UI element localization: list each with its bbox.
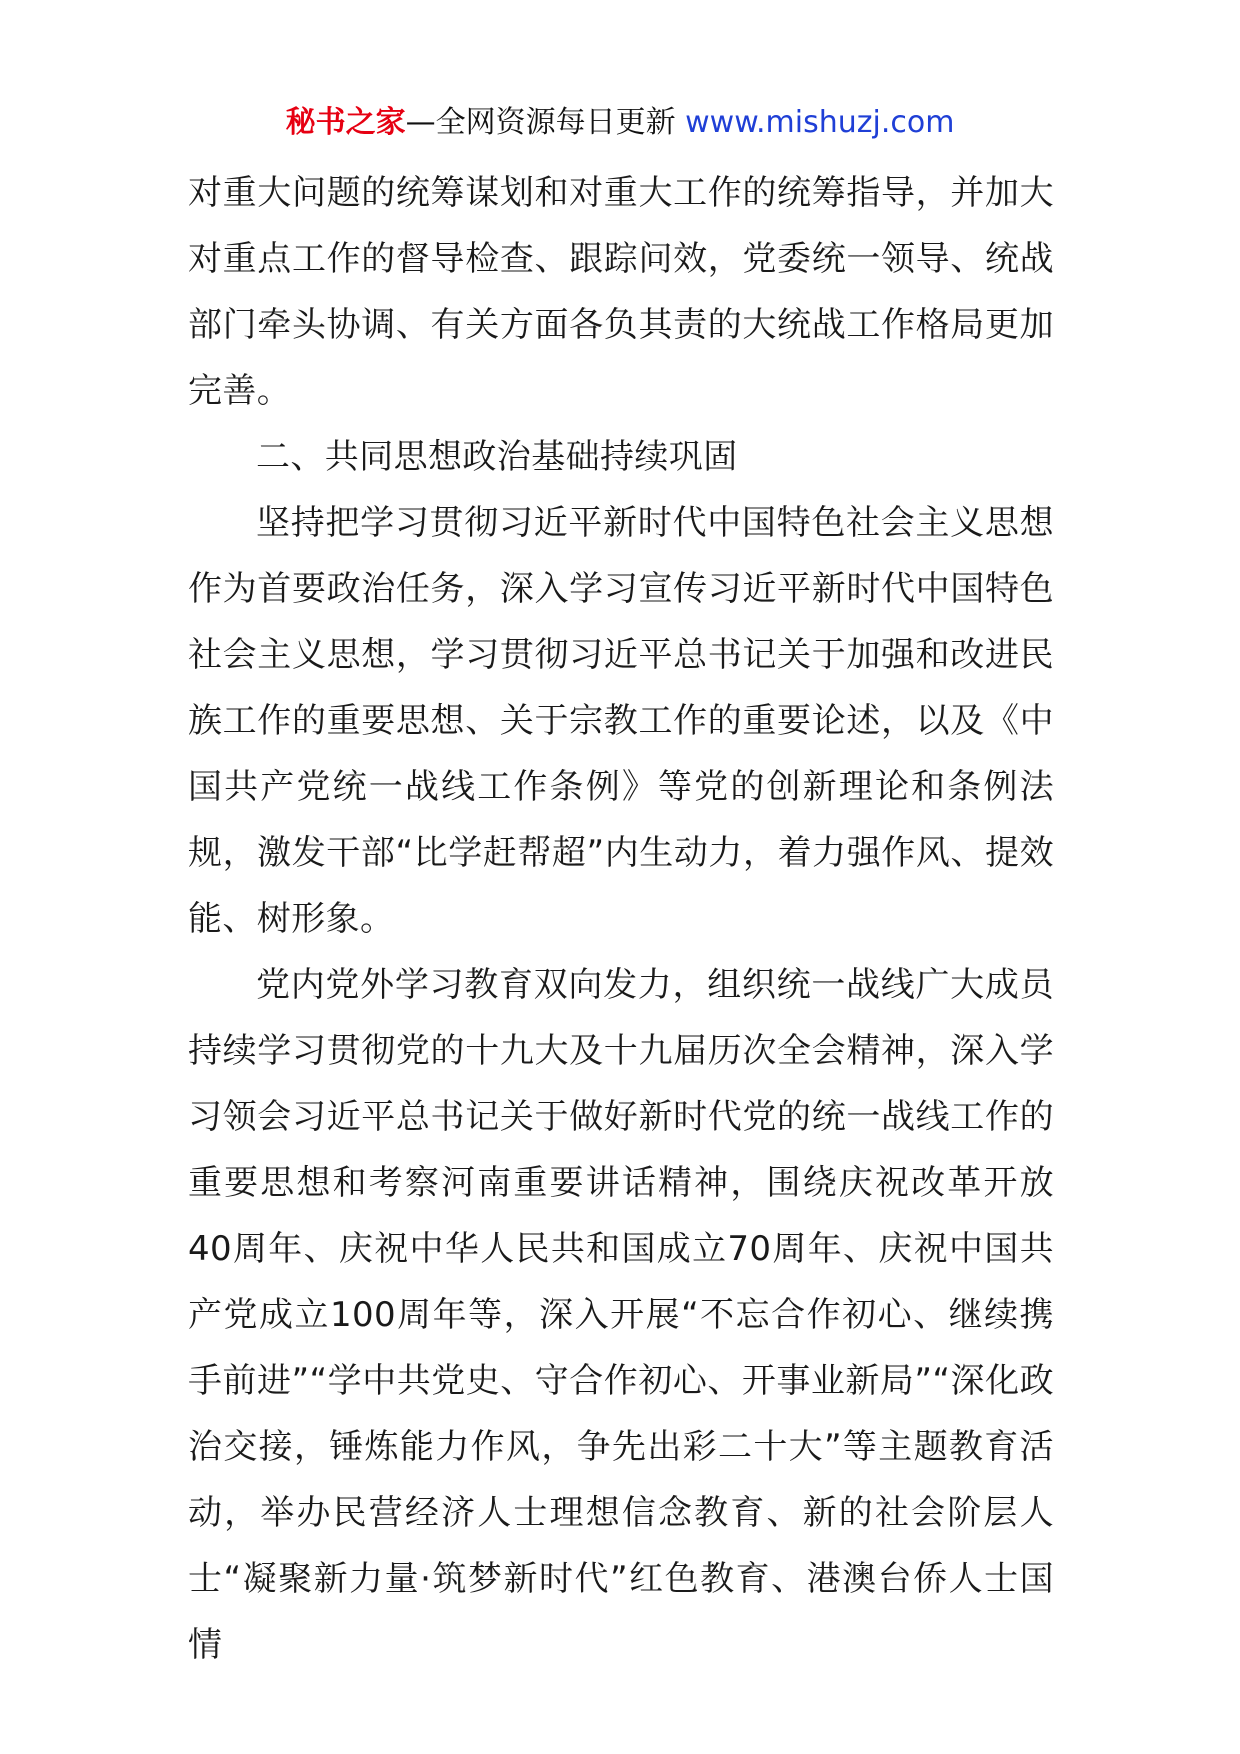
header-brand: 秘书之家 <box>285 105 406 140</box>
paragraph: 党内党外学习教育双向发力，组织统一战线广大成员持续学习贯彻党的十九大及十九届历次全会精神，深入学习领会习近平总书记关于做好新时代党的统一战线工作的重要思想和考察河南重要讲话精神，围绕庆祝改革开放40周年、庆祝中华人民共和国成立70周年、庆祝中国共产党成立100周年等，深入开展“不忘合作初心、继续携手前进”“学中共党史、守合作初心、开事业新局”“深化政治交接，锤炼能力作风，争先出彩二十大”等主题教育活动，举办民营经济人士理想信念教育、新的社会阶层人士“凝聚新力量·筑梦新时代”红色教育、港澳台侨人士国情 <box>188 965 1054 1665</box>
document-body <box>188 160 1054 1678</box>
header-tagline: —全网资源每日更新 <box>405 105 686 140</box>
paragraph-continued: 对重大问题的统筹谋划和对重大工作的统筹指导，并加大对重点工作的督导检查、跟踪问效，党委统一领导、统战部门牵头协调、有关方面各负其责的大统战工作格局更加完善。 <box>188 173 1054 411</box>
header-url-link[interactable]: www.mishuzj.com <box>685 105 955 140</box>
paragraph: 坚持把学习贯彻习近平新时代中国特色社会主义思想作为首要政治任务，深入学习宣传习近平新时代中国特色社会主义思想，学习贯彻习近平总书记关于加强和改进民族工作的重要思想、关于宗教工作的重要论述，以及《中国共产党统一战线工作条例》等党的创新理论和条例法规，激发干部“比学赶帮超”内生动力，着力强作风、提效能、树形象。 <box>188 503 1054 939</box>
page-header <box>0 100 1240 146</box>
section-heading: 二、共同思想政治基础持续巩固 <box>256 437 738 477</box>
